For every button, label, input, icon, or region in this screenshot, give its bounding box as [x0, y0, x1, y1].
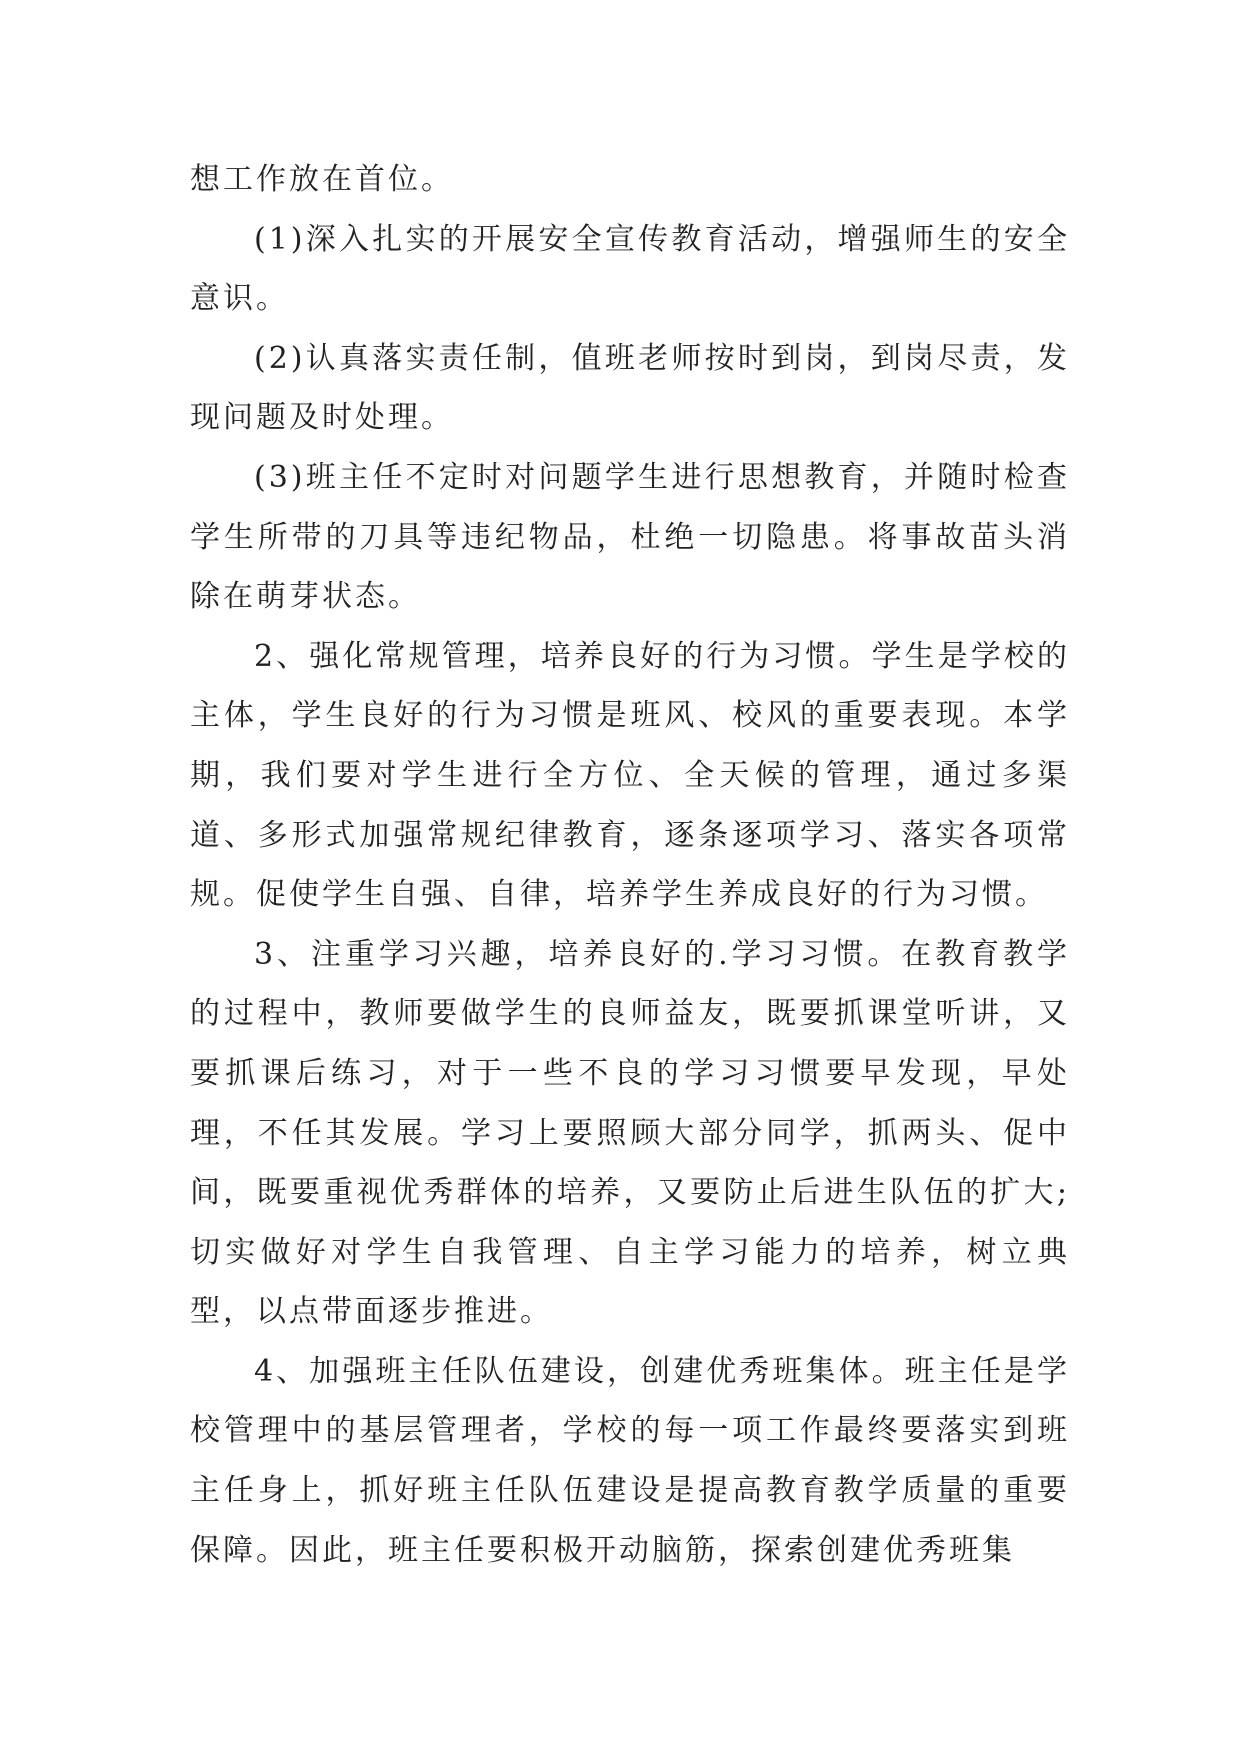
- document-body: [190, 150, 1070, 1580]
- paragraph-item-2: (2)认真落实责任制，值班老师按时到岗，到岗尽责，发现问题及时处理。: [190, 340, 1070, 436]
- paragraph-section-3: 3、注重学习兴趣，培养良好的.学习习惯。在教育教学的过程中，教师要做学生的良师益友，既要抓课堂听讲，又要抓课后练习，对于一些不良的学习习惯要早发现，早处理，不任其发展。学习上要照顾大部分同学，抓两头、促中间，既要重视优秀群体的培养，又要防止后进生队伍的扩大;切实做好对学生自我管理、自主学习能力的培养，树立典型，以点带面逐步推进。: [190, 936, 1070, 1330]
- paragraph-section-2: 2、强化常规管理，培养良好的行为习惯。学生是学校的主体，学生良好的行为习惯是班风、校风的重要表现。本学期，我们要对学生进行全方位、全天候的管理，通过多渠道、多形式加强常规纪律教育，逐条逐项学习、落实各项常规。促使学生自强、自律，培养学生养成良好的行为习惯。: [190, 638, 1070, 913]
- paragraph-item-1: (1)深入扎实的开展安全宣传教育活动，增强师生的安全意识。: [190, 221, 1070, 317]
- paragraph-item-3: (3)班主任不定时对问题学生进行思想教育，并随时检查学生所带的刀具等违纪物品，杜绝一切隐患。将事故苗头消除在萌芽状态。: [190, 459, 1070, 615]
- paragraph-section-4: 4、加强班主任队伍建设，创建优秀班集体。班主任是学校管理中的基层管理者，学校的每一项工作最终要落实到班主任身上，抓好班主任队伍建设是提高教育教学质量的重要保障。因此，班主任要积极开动脑筋，探索创建优秀班集: [190, 1353, 1070, 1568]
- paragraph-continuation: 想工作放在首位。: [190, 162, 454, 197]
